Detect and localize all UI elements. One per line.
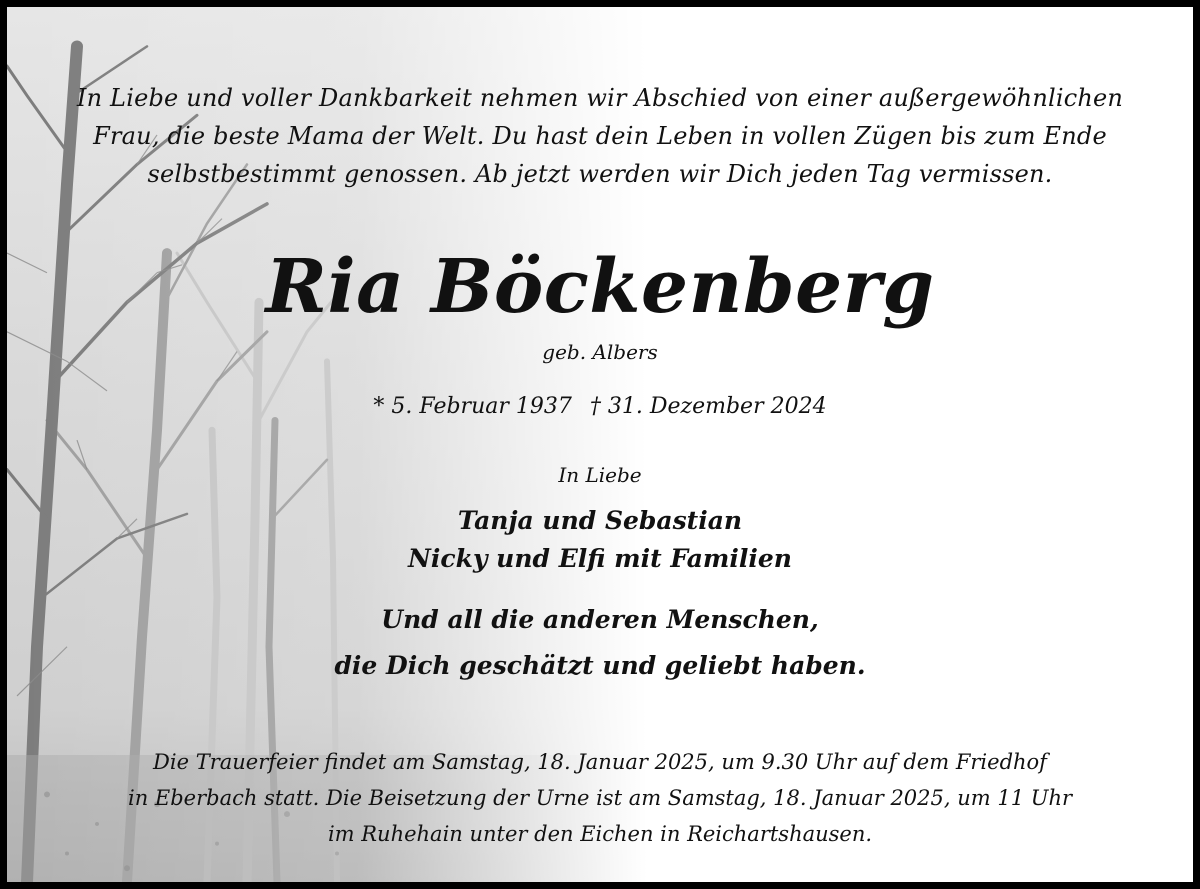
- mourner-line: Nicky und Elfi mit Familien: [408, 544, 792, 573]
- intro-line: In Liebe und voller Dankbarkeit nehmen wir Abschied von einer außergewöhnlichen: [76, 84, 1124, 112]
- maiden-name: geb. Albers: [542, 340, 658, 364]
- death-date: † 31. Dezember 2024: [589, 394, 827, 419]
- funeral-details: [37, 744, 1163, 852]
- mourners-intro: In Liebe: [558, 463, 642, 487]
- others-line: Und all die anderen Menschen,: [381, 605, 819, 634]
- obituary-text: [7, 7, 1193, 882]
- intro-line: selbstbestimmt genossen. Ab jetzt werden wir Dich jeden Tag vermissen.: [147, 160, 1053, 188]
- funeral-line: in Eberbach statt. Die Beisetzung der Urne ist am Samstag, 18. Januar 2025, um 11 Uhr: [127, 786, 1073, 810]
- deceased-name: Ria Böckenberg: [265, 244, 935, 330]
- others-statement: [7, 597, 1193, 689]
- funeral-line: Die Trauerfeier findet am Samstag, 18. Januar 2025, um 9.30 Uhr auf dem Friedhof: [153, 750, 1047, 774]
- mourners-list: [7, 502, 1193, 578]
- mourner-line: Tanja und Sebastian: [457, 506, 743, 535]
- intro-line: Frau, die beste Mama der Welt. Du hast dein Leben in vollen Zügen bis zum Ende: [93, 122, 1107, 150]
- birth-date: * 5. Februar 1937: [373, 394, 572, 419]
- intro-paragraph: [37, 79, 1163, 193]
- funeral-line: im Ruhehain unter den Eichen in Reichartshausen.: [327, 822, 873, 846]
- life-dates: [7, 394, 1193, 419]
- others-line: die Dich geschätzt und geliebt haben.: [334, 651, 866, 680]
